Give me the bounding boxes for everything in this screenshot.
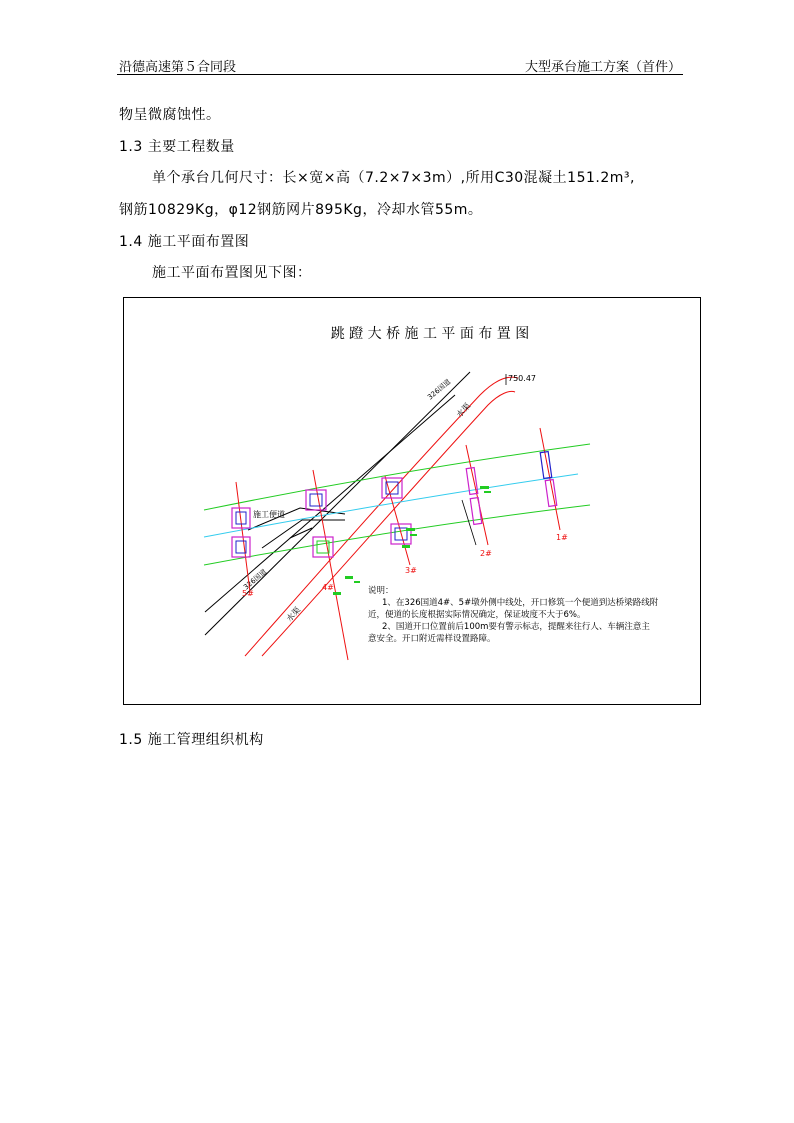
pier-axis-2 — [466, 445, 488, 545]
road-label-upper: 326国道 — [426, 377, 453, 402]
pier-cap — [232, 508, 250, 557]
haul-road-edge — [290, 528, 312, 538]
note-line: 1、在326国道4#、5#墩外侧中线处，开口修筑一个便道到达桥梁路线附 — [382, 598, 659, 608]
note-line: 2、国道开口位置前后100m要有警示标志，提醒来往行人、车辆注意主 — [382, 622, 650, 632]
site-layout-figure — [123, 297, 701, 705]
pier-column — [466, 468, 482, 525]
station-label: 750.47 — [508, 374, 536, 383]
section-heading-1-4: 1.4 施工平面布置图 — [119, 234, 250, 250]
header-left: 沿德高速第５合同段 — [119, 60, 237, 75]
pier-label-2: 2# — [480, 549, 492, 558]
highway-edge — [205, 395, 455, 612]
channel-label-upper: 水渠 — [454, 401, 473, 420]
section-heading-1-5: 1.5 施工管理组织机构 — [119, 732, 264, 748]
note-line: 近，便道的长度根据实际情况确定，保证坡度不大于6%。 — [368, 610, 586, 620]
pier-label-4: 4# — [322, 583, 334, 592]
pier-label-3: 3# — [405, 566, 417, 575]
figure-title: 跳 蹬 大 桥 施 工 平 面 布 置 图 — [330, 326, 530, 342]
pier-cap — [306, 490, 333, 557]
equipment-marks — [333, 486, 491, 595]
section-heading-1-3: 1.3 主要工程数量 — [119, 139, 235, 155]
pier-label-5: 5# — [242, 589, 254, 598]
paragraph-line: 单个承台几何尺寸：长×宽×高（7.2×7×3m）,所用C30混凝土151.2m³, — [152, 170, 635, 186]
road-label-lower: 326国道 — [242, 567, 269, 592]
pier-cap — [382, 478, 411, 544]
header-rule — [117, 74, 683, 75]
channel-label-lower: 水渠 — [284, 605, 303, 624]
paragraph-line: 物呈微腐蚀性。 — [119, 107, 221, 123]
header-right: 大型承台施工方案（首件） — [524, 60, 681, 75]
haul-road-label: 施工便道 — [253, 510, 285, 519]
paragraph-line: 施工平面布置图见下图： — [152, 265, 312, 281]
note-line: 意安全。开口附近需样设置路障。 — [368, 634, 496, 644]
note-title: 说明： — [368, 586, 394, 596]
pier-label-1: 1# — [556, 533, 568, 542]
bridge-edge-line — [204, 444, 590, 510]
paragraph-line: 钢筋10829Kg，φ12钢筋网片895Kg，冷却水管55m。 — [119, 202, 483, 218]
